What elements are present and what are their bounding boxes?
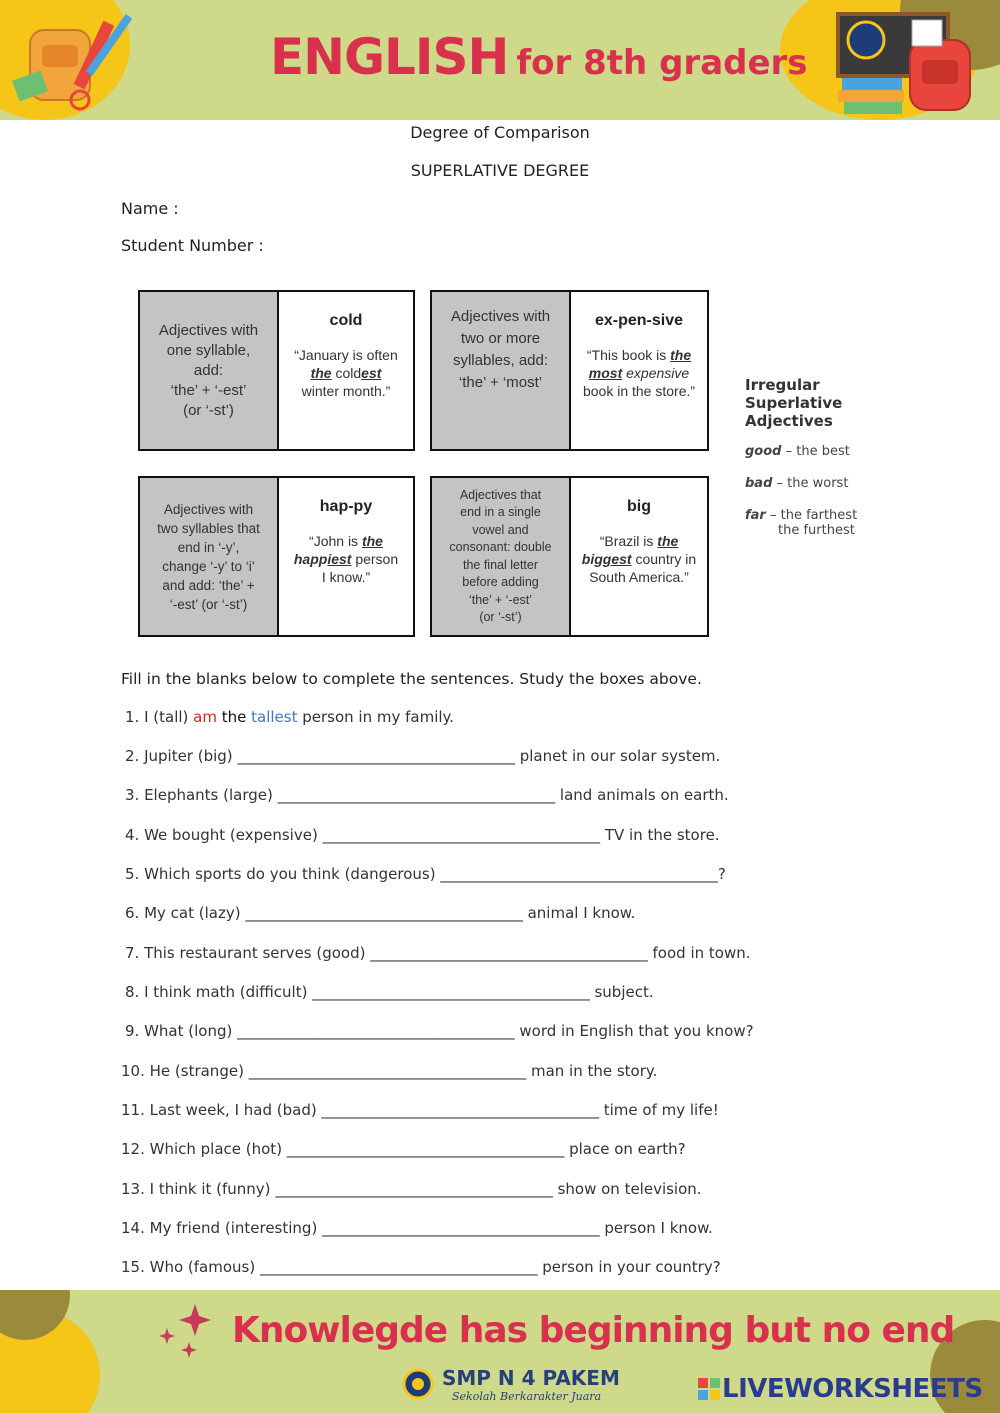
- exercise-example: 1. I (tall) am the tallest person in my family.: [125, 708, 455, 726]
- rule-text: Adjectives with one syllable, add: ‘the’ + ‘-est’ (or ‘-st’): [140, 292, 279, 449]
- school-logo-icon: [402, 1368, 434, 1400]
- answer-blank[interactable]: _____________________________________: [286, 1140, 565, 1158]
- answer-blank[interactable]: _____________________________________: [322, 826, 601, 844]
- footer-quote: Knowlegde has beginning but no end: [232, 1310, 955, 1351]
- rule-example: [571, 292, 707, 449]
- rule-text: Adjectives with two syllables that end in ‘-y’, change ‘-y’ to ‘i’ and add: ‘the’ + ‘-est’ (or ‘-st’): [140, 478, 279, 635]
- sparkle-icon: [155, 1302, 215, 1362]
- answer-blank[interactable]: _____________________________________: [245, 904, 523, 922]
- rule-box-two-or-more: [430, 290, 709, 451]
- answer-blank[interactable]: _____________________________________: [312, 983, 590, 1001]
- rule-word: cold: [329, 312, 363, 329]
- liveworksheets-brand[interactable]: LIVEWORKSHEETS: [722, 1374, 983, 1404]
- document-subtitle: SUPERLATIVE DEGREE: [410, 161, 590, 180]
- name-label: Name :: [121, 199, 179, 218]
- irregular-item: bad – the worst: [745, 476, 849, 491]
- answer-blank[interactable]: _____________________________________: [237, 1022, 515, 1040]
- answer-blank[interactable]: _____________________________________: [370, 944, 648, 962]
- exercise-item: 15. Who (famous) _____________________________________ person in your country?: [121, 1258, 721, 1276]
- rule-example-sentence: “January is often the coldest winter month.”: [294, 347, 398, 399]
- rule-text: Adjectives that end in a single vowel and consonant: double the final letter before adding ‘the’ + ‘-est’ (or ‘-st’): [432, 478, 571, 635]
- exercise-item: 6. My cat (lazy) _____________________________________ animal I know.: [125, 904, 636, 922]
- rule-example: [279, 292, 413, 449]
- irregular-item: far – the farthest: [745, 508, 858, 523]
- irregular-item-alt: the furthest: [778, 523, 855, 538]
- answer-blank[interactable]: _____________________________________: [259, 1258, 538, 1276]
- rule-example: [279, 478, 413, 635]
- rule-example-sentence: “This book is the most expensive book in the store.”: [582, 347, 696, 399]
- document-title: Degree of Comparison: [410, 123, 590, 142]
- answer-blank[interactable]: _____________________________________: [248, 1062, 527, 1080]
- answer-blank[interactable]: _____________________________________: [322, 1219, 600, 1237]
- exercise-item: 11. Last week, I had (bad) _____________________________________ time of my life!: [121, 1101, 719, 1119]
- rule-word: hap-py: [319, 498, 373, 515]
- header-banner: [0, 0, 1000, 120]
- header-title-main: ENGLISH: [270, 28, 509, 86]
- backpack-books-icon: [820, 0, 1000, 120]
- school-supplies-icon: [10, 0, 140, 120]
- irregular-item: good – the best: [745, 444, 850, 459]
- rule-box-ends-in-y: [138, 476, 415, 637]
- student-number-label: Student Number :: [121, 236, 264, 255]
- example-wrong-word: am: [193, 708, 217, 726]
- exercise-item: 5. Which sports do you think (dangerous) _____________________________________?: [125, 865, 726, 883]
- rule-text: Adjectives with two or more syllables, add: ‘the’ + ‘most’: [432, 292, 571, 449]
- school-motto: Sekolah Berkarakter Juara: [452, 1390, 602, 1403]
- exercise-item: 12. Which place (hot) _____________________________________ place on earth?: [121, 1140, 686, 1158]
- answer-blank[interactable]: _____________________________________: [275, 1180, 553, 1198]
- exercise-item: 9. What (long) _____________________________________ word in English that you know?: [125, 1022, 754, 1040]
- answer-blank[interactable]: _____________________________________: [321, 1101, 599, 1119]
- rule-example: [571, 478, 707, 635]
- header-title: [270, 28, 808, 86]
- rule-box-double-consonant: [430, 476, 709, 637]
- exercise-item: 3. Elephants (large) _____________________________________ land animals on earth.: [125, 786, 729, 804]
- answer-blank[interactable]: _____________________________________: [277, 786, 556, 804]
- exercise-item: 13. I think it (funny) _____________________________________ show on television.: [121, 1180, 702, 1198]
- exercise-item: 2. Jupiter (big) _____________________________________ planet in our solar system.: [125, 747, 721, 765]
- rule-box-one-syllable: [138, 290, 415, 451]
- answer-blank[interactable]: _____________________________________: [440, 865, 718, 883]
- rule-word: ex-pen-sive: [594, 312, 684, 329]
- exercise-item: 10. He (strange) _____________________________________ man in the story.: [121, 1062, 658, 1080]
- exercise-item: 7. This restaurant serves (good) _____________________________________ food in town.: [125, 944, 751, 962]
- rule-example-sentence: “John is the happiest person I know.”: [293, 533, 399, 585]
- example-answer: tallest: [251, 708, 298, 726]
- liveworksheets-logo-icon: [698, 1378, 720, 1400]
- exercise-item: 8. I think math (difficult) _____________________________________ subject.: [125, 983, 654, 1001]
- rule-word: big: [627, 498, 651, 515]
- school-name: SMP N 4 PAKEM: [442, 1366, 620, 1390]
- rule-example-sentence: “Brazil is the biggest country in South America.”: [581, 533, 697, 585]
- answer-blank[interactable]: _____________________________________: [237, 747, 515, 765]
- exercise-item: 14. My friend (interesting) _____________________________________ person I know.: [121, 1219, 713, 1237]
- exercise-item: 4. We bought (expensive) _____________________________________ TV in the store.: [125, 826, 720, 844]
- exercise-instruction: Fill in the blanks below to complete the sentences. Study the boxes above.: [121, 670, 702, 688]
- irregular-title: Irregular Superlative Adjectives: [745, 376, 843, 430]
- header-title-sub: for 8th graders: [516, 43, 808, 83]
- footer-banner: [0, 1290, 1000, 1413]
